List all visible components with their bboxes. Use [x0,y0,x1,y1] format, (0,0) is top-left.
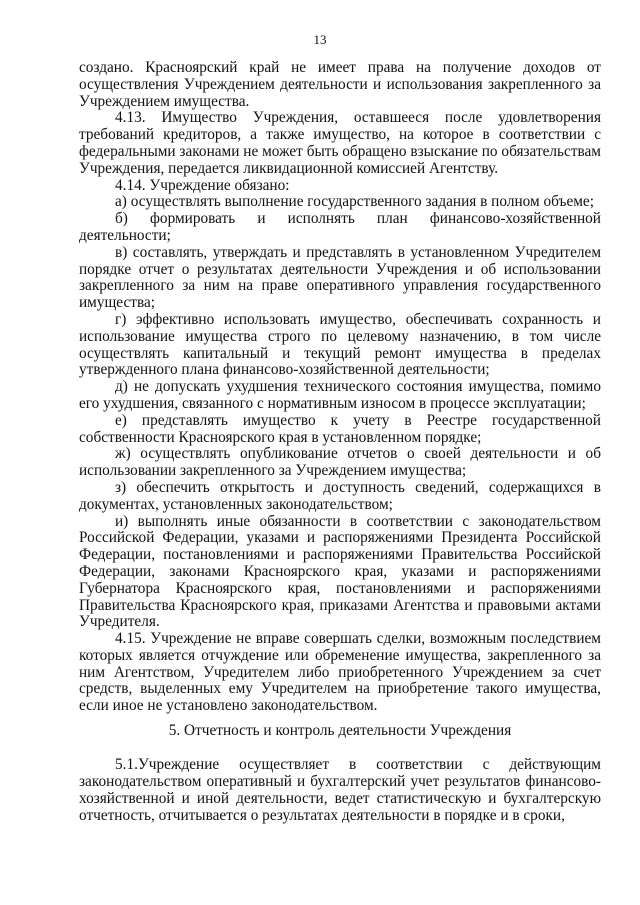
list-item-v: в) составлять, утверждать и представлять в установленном Учредителем порядке отчет о результатах деятельности Учреждения и об использовании закрепленного за ним на праве оперативного управления государственного имущества; [79,243,601,312]
list-item-e: е) представлять имущество к учету в Реестре государственной собственности Красноярского края в установленном порядке; [79,411,601,446]
page-number: 13 [313,32,327,47]
list-item-g: г) эффективно использовать имущество, обеспечивать сохранность и использование имущества строго по целевому назначению, в том числе осуществлять капитальный и текущий ремонт имущества в пределах утвержденного плана финансово-хозяйственной деятельности; [79,310,601,379]
list-item-zh: ж) осуществлять опубликование отчетов о своей деятельности и об использовании закрепленного за Учреждением имущества; [79,445,601,480]
paragraph-4-15: 4.15. Учреждение не вправе совершать сделки, возможным последствием которых является отчуждение или обременение имущества, закрепленного за ним Агентством, Учредителем либо приобретенного Учреждением за счет средств, выделенных ему Учредителем на приобретение такого имущества, если иное не установлено законодательством. [79,630,601,715]
list-item-i: и) выполнять иные обязанности в соответствии с законодательством Российской Федерации, указами и распоряжениями Президента Российской Федерации, постановлениями и распоряжениями Правительства Российской Федерации, законами Красноярского края, указами и распоряжениями Губернатора Красноярского края, постановлениями и распоряжениями Правительства Красноярского края, приказами Агентства и правовыми актами Учредителя. [79,512,601,631]
list-item-b: б) формировать и исполнять план финансово-хозяйственной деятельности; [79,210,601,244]
paragraph-4-14: 4.14. Учреждение обязано: [115,176,290,194]
list-item-d: д) не допускать ухудшения технического состояния имущества, помимо его ухудшения, связанного с нормативным износом в процессе эксплуатации; [79,378,601,412]
paragraph-5-1: 5.1.Учреждение осуществляет в соответствии с действующим законодательством оперативный и бухгалтерский учет результатов финансово-хозяйственной и иной деятельности, ведет статистическую и бухгалтерскую отчетность, отчитывается о результатах деятельности в порядке и в сроки, [79,756,601,824]
section-5-body [79,756,601,824]
document-body [79,60,601,715]
list-item-z: з) обеспечить открытость и доступность сведений, содержащихся в документах, установленных законодательством; [79,478,601,513]
list-item-a: а) осуществлять выполнение государственного задания в полном объеме; [115,193,594,211]
section-heading: 5. Отчетность и контроль деятельности Учреждения [168,722,512,739]
paragraph-4-13: 4.13. Имущество Учреждения, оставшееся после удовлетворения требований кредиторов, а также имущество, на которое в соответствии с федеральными законами не может быть обращено взыскание по обязательствам Учреждения, передается ликвидационной комиссией Агентству. [79,109,601,177]
paragraph-continuation: создано. Красноярский край не имеет права на получение доходов от осуществления Учреждением деятельности и использования закрепленного за Учреждением имущества. [79,59,601,110]
